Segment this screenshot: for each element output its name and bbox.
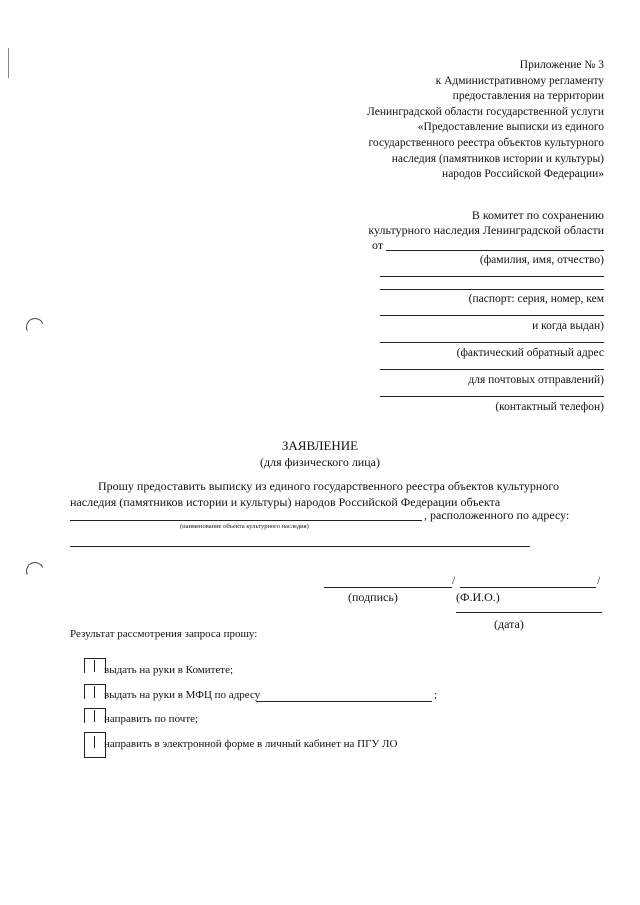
annex-header [344, 58, 604, 183]
applicant-line[interactable] [380, 342, 604, 343]
option-checkbox-committee[interactable] [84, 658, 106, 673]
located-text: , расположенного по адресу: [424, 508, 570, 522]
address-caption: (фактический обратный адрес [456, 347, 604, 359]
postal-caption: для почтовых отправлений) [468, 374, 604, 386]
option-post: направить по почте; [104, 713, 199, 725]
mfc-suffix: ; [434, 689, 438, 701]
annex-line: Приложение № 3 [519, 59, 604, 71]
document-subtitle: (для физического лица) [260, 455, 380, 469]
document-title: ЗАЯВЛЕНИЕ [281, 438, 359, 453]
fio-sign-line[interactable] [460, 587, 596, 588]
from-line[interactable] [386, 250, 604, 251]
binder-hole-mark [23, 315, 46, 338]
object-name-line[interactable] [70, 520, 422, 521]
addressee-line: культурного наследия Ленинградской области [368, 223, 604, 237]
annex-line: Ленинградской области государственной услуги [367, 105, 604, 118]
date-caption: (дата) [494, 617, 524, 631]
signature-line[interactable] [324, 587, 452, 588]
from-label: от [372, 238, 384, 252]
object-address-line[interactable] [70, 546, 530, 547]
option-committee: выдать на руки в Комитете; [104, 664, 234, 676]
applicant-line[interactable] [380, 315, 604, 316]
issued-caption: и когда выдан) [532, 320, 604, 332]
option-checkbox-post[interactable] [84, 708, 106, 723]
option-checkbox-electronic[interactable] [84, 732, 106, 758]
addressee-block [344, 208, 604, 238]
slash: / [597, 575, 601, 587]
signature-caption: (подпись) [348, 590, 398, 604]
binder-hole-mark [23, 559, 46, 582]
applicant-line[interactable] [380, 369, 604, 370]
annex-line: народов Российской Федерации» [442, 168, 604, 181]
option-checkbox-mfc[interactable] [84, 684, 106, 699]
applicant-line[interactable] [380, 289, 604, 290]
applicant-line[interactable] [380, 396, 604, 397]
checkbox-tick [94, 686, 95, 698]
checkbox-tick [94, 660, 95, 672]
annex-line: «Предоставление выписки из единого [417, 121, 604, 134]
result-prompt: Результат рассмотрения запроса прошу: [70, 628, 258, 640]
object-name-caption: (наименование объекта культурного наследия) [180, 523, 309, 530]
fio-sign-caption: (Ф.И.О.) [456, 590, 500, 604]
request-line-2: наследия (памятников истории и культуры) народов Российской Федерации объекта [70, 495, 501, 509]
scan-edge-mark [8, 48, 9, 78]
applicant-line[interactable] [380, 276, 604, 277]
option-mfc: выдать на руки в МФЦ по адресу [104, 689, 261, 701]
date-line[interactable] [456, 612, 602, 613]
option-electronic: направить в электронной форме в личный кабинет на ПГУ ЛО [104, 738, 398, 750]
fio-caption: (фамилия, имя, отчество) [479, 254, 604, 266]
slash: / [452, 575, 456, 587]
passport-caption: (паспорт: серия, номер, кем [468, 293, 604, 305]
annex-line: к Административному регламенту [435, 74, 604, 87]
checkbox-tick [94, 710, 95, 722]
annex-line: предоставления на территории [452, 90, 604, 103]
phone-caption: (контактный телефон) [495, 401, 604, 413]
addressee-line: В комитет по сохранению [471, 208, 604, 222]
annex-line: наследия (памятников истории и культуры) [391, 152, 604, 165]
request-line-1: Прошу предоставить выписку из единого государственного реестра объектов культурного [98, 479, 559, 493]
mfc-address-line[interactable] [256, 701, 432, 702]
annex-line: государственного реестра объектов культурного [368, 136, 604, 149]
checkbox-tick [94, 736, 95, 748]
